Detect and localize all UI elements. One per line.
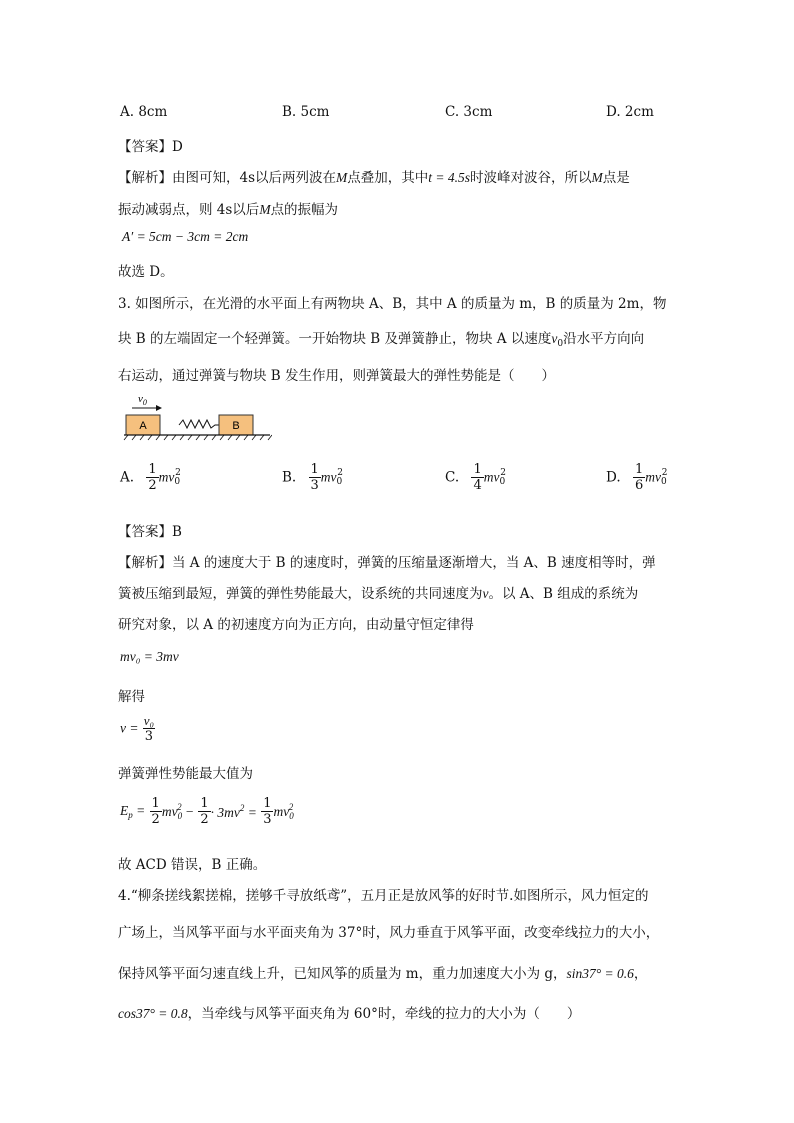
q3-option-d: D. $\frac{1}{6}$ $mv_0^2$ (606, 462, 668, 493)
q2-option-c: C. 3cm (445, 104, 493, 120)
q3-analysis-line3: 研究对象，以 A 的初速度方向为正方向，由动量守恒定律得 (118, 617, 474, 633)
q3-ep-equation: $E_p$ = $\frac{1}{2}$ $mv_0^2$ − $\frac{1}{2}$ · $3mv^2$ = $\frac{1}{3}$ $mv_0^2$ (120, 796, 294, 827)
q2-analysis-line1: 【解析】由图可知，4s以后两列波在M点叠加，其中t = 4.5s时波峰对波谷，所以M点是 (118, 170, 630, 186)
q2-equation: A′ = 5cm − 3cm = 2cm (122, 229, 249, 244)
q2-conclusion: 故选 D。 (118, 264, 174, 280)
q2-option-a: A. 8cm (120, 104, 168, 120)
q3-solve-label: 解得 (118, 689, 145, 705)
q3-ep-label: 弹簧弹性势能最大值为 (118, 766, 253, 782)
q3-option-a: A. $\frac{1}{2}$ $mv_0^2$ (120, 462, 181, 493)
q3-momentum-equation: mv₀ = 3mv (120, 649, 179, 664)
block-a-label: A (139, 420, 147, 432)
velocity-label: $v_0$ (138, 393, 147, 407)
ground-hatch (124, 435, 272, 440)
q4-line3: 保持风筝平面匀速直线上升，已知风筝的质量为 m，重力加速度大小为 g，sin37° = 0.6， (118, 966, 648, 982)
q3-stem-line3: 右运动，通过弹簧与物块 B 发生作用，则弹簧最大的弹性势能是（ ） (118, 368, 556, 384)
q2-answer: 【答案】D (118, 139, 183, 155)
q3-figure (122, 390, 272, 442)
q3-stem-line1: 3. 如图所示，在光滑的水平面上有两物块 A、B，其中 A 的质量为 m，B 的质量为 2m，物 (118, 296, 667, 312)
q2-option-b: B. 5cm (282, 104, 330, 120)
spring (179, 420, 219, 428)
q3-answer: 【答案】B (118, 524, 182, 540)
q2-option-d: D. 2cm (606, 104, 654, 120)
q4-line2: 广场上，当风筝平面与水平面夹角为 37°时，风力垂直于风筝平面，改变牵线拉力的大小， (118, 925, 660, 941)
block-b-label: B (232, 420, 240, 432)
q4-line1: 4.“柳条搓线絮搓棉，搓够千寻放纸鸢”，五月正是放风筝的好时节.如图所示，风力恒定的 (118, 888, 649, 904)
q3-conclusion: 故 ACD 错误，B 正确。 (118, 857, 267, 873)
q3-stem-line2: 块 B 的左端固定一个轻弹簧。一开始物块 B 及弹簧静止，物块 A 以速度$v_0$沿水平方向向 (118, 331, 645, 349)
q3-option-b: B. $\frac{1}{3}$ $mv_0^2$ (282, 462, 344, 493)
q3-analysis-line1: 【解析】当 A 的速度大于 B 的速度时，弹簧的压缩量逐渐增大，当 A、B 速度相等时，弹 (118, 555, 656, 571)
q3-velocity-equation: v = $\frac{\text{v₀}}{3}$ (120, 713, 155, 744)
q3-analysis-line2: 簧被压缩到最短，弹簧的弹性势能最大，设系统的共同速度为v。以 A、B 组成的系统为 (118, 586, 639, 602)
q2-analysis-line2: 振动减弱点，则 4s以后M点的振幅为 (118, 202, 339, 218)
q3-option-c: C. $\frac{1}{4}$ $mv_0^2$ (445, 462, 506, 493)
velocity-arrowhead (156, 405, 162, 411)
q4-line4: cos37° = 0.8，当牵线与风筝平面夹角为 60°时，牵线的拉力的大小为（ ） (118, 1006, 581, 1022)
